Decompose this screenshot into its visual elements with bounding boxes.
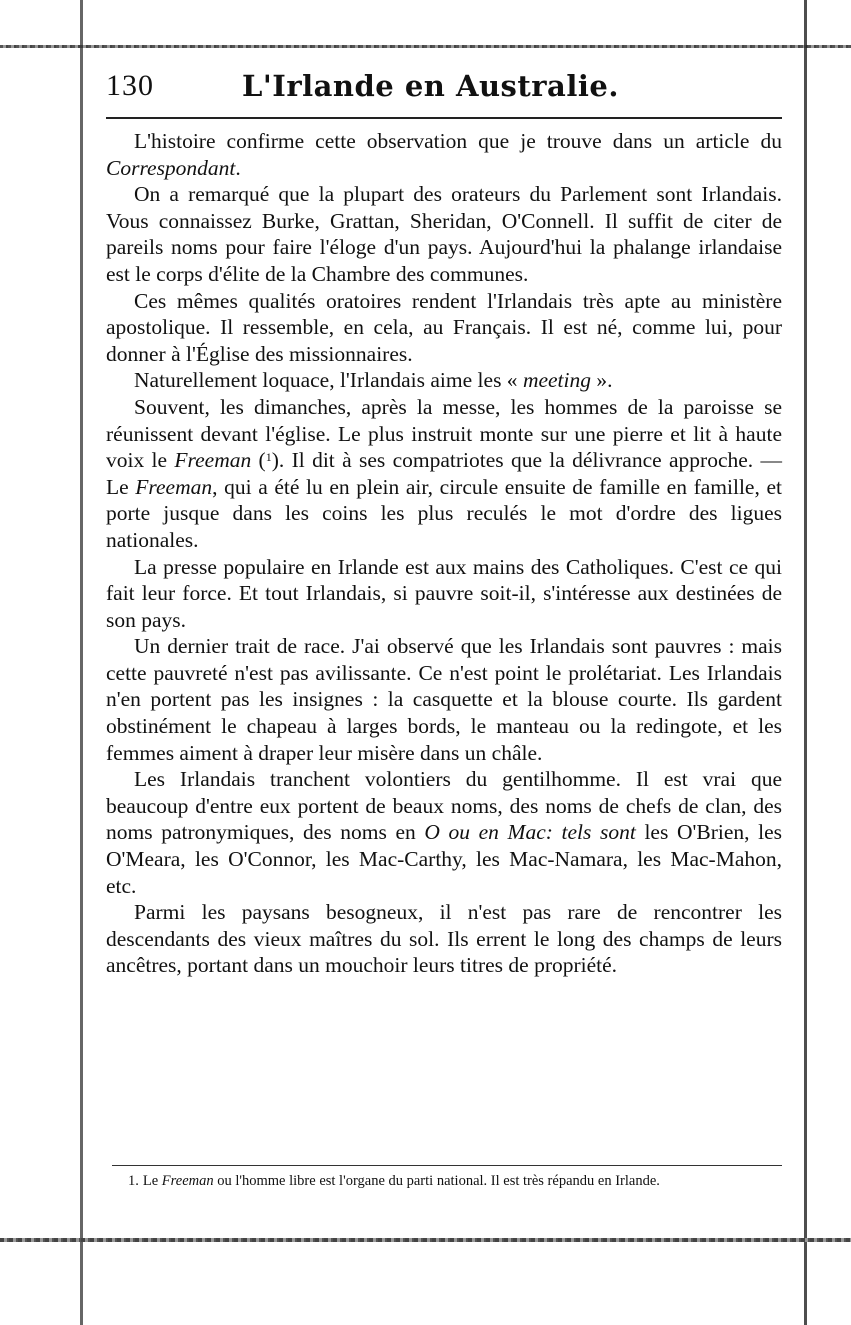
paragraph-7: Un dernier trait de race. J'ai observé que les Irlandais sont pauvres : mais cette pauvreté n'est pas avilissante. Ce n'est point le prolétariat. Les Irlandais n'en portent pas les insignes : la casquette et la blouse courte. Ils gardent obstinément le chapeau à larges bords, le manteau ou la redingote, et les femmes aiment à draper leur misère dans un châle.: [106, 634, 782, 765]
right-frame-line: [804, 0, 807, 1325]
paragraph-8-text: Les Irlandais tranchent volontiers du gentilhomme. Il est vrai que beaucoup d'entre eux portent de beaux noms, des noms de chefs de clan, des noms patronymiques, des noms en: [106, 767, 782, 845]
paragraph-9: Parmi les paysans besogneux, il n'est pas rare de rencontrer les descendants des vieux maîtres du sol. Ils errent le long des champs de leurs ancêtres, portant dans un mouchoir leurs titres de propriété.: [106, 900, 782, 978]
freeman-italic-2: Freeman: [135, 474, 213, 499]
footnote: [106, 1172, 782, 1191]
paragraph-8: [106, 766, 782, 899]
paragraph-8-end: les O'Brien, les O'Meara, les O'Connor, les Mac-Carthy, les Mac-Namara, les Mac-Mahon, etc.: [106, 820, 782, 898]
paragraph-1-text: L'histoire confirme cette observation que je trouve dans un article du: [134, 129, 782, 153]
paragraph-4: [106, 367, 782, 394]
running-title: L'Irlande en Australie.: [242, 69, 619, 103]
paragraph-1-end: .: [235, 155, 241, 180]
header-rule: [106, 117, 782, 119]
paragraph-4-end: ».: [591, 368, 613, 393]
paragraph-5-part1: Souvent, les dimanches, après la messe, les hommes de la paroisse se réunissent devant l'église. Le plus instruit monte sur une pierre et lit à haute voix le: [106, 394, 782, 473]
page-number: 130: [106, 69, 154, 102]
footnote-reference: 1: [265, 450, 272, 465]
freeman-italic-1: Freeman: [174, 448, 252, 473]
footnote-freeman-italic: Freeman: [161, 1173, 214, 1189]
paragraph-2: On a remarqué que la plupart des orateurs du Parlement sont Irlandais. Vous connaissez Burke, Grattan, Sheridan, O'Connell. Il suffit de citer de pareils noms pour faire l'éloge d'un pays. Aujourd'hui la phalange irlandaise est le corps d'élite de la Chambre des communes.: [106, 182, 782, 286]
paragraph-5-part2: . Il dit à ses compatriotes que la délivrance approche. — Le: [106, 448, 782, 499]
journal-title-italic: Correspondant: [106, 155, 236, 180]
footnote-number: 1.: [128, 1173, 139, 1189]
page-header: [106, 62, 782, 110]
footnote-text-start: Le: [142, 1173, 162, 1189]
meeting-italic: meeting: [522, 368, 591, 393]
left-frame-line: [80, 0, 83, 1325]
body-text: [106, 128, 782, 979]
paragraph-6: La presse populaire en Irlande est aux mains des Catholiques. C'est ce qui fait leur force. Et tout Irlandais, si pauvre soit-il, s'intéresse aux destinées de son pays.: [106, 554, 782, 632]
o-mac-italic: O ou en Mac: tels sont: [424, 820, 636, 845]
footnote-rule: [112, 1165, 782, 1166]
paragraph-5-part3: , qui a été lu en plein air, circule ensuite de famille en famille, et porte jusque dans les coins les plus reculés le mot d'ordre des ligues nationales.: [106, 474, 782, 552]
footnote-text-end: ou l'homme libre est l'organe du parti national. Il est très répandu en Irlande.: [213, 1173, 660, 1189]
bottom-border: [0, 1238, 851, 1242]
paragraph-4-text: Naturellement loquace, l'Irlandais aime les «: [134, 368, 523, 393]
top-border: [0, 45, 851, 48]
paragraph-1: [106, 128, 782, 181]
paragraph-3: Ces mêmes qualités oratoires rendent l'Irlandais très apte au ministère apostolique. Il ressemble, en cela, au Français. Il est né, comme lui, pour donner à l'Église des missionnaires.: [106, 288, 782, 366]
paragraph-5: Souvent, les dimanches, après la messe, les hommes de la paroisse se réunissent devant l'église. Le plus instruit monte sur une pierre et lit à haute voix le Freeman ($^1$). Il dit à ses compatriotes que la délivrance approche. — Le Freeman, qui a été lu en plein air, circule ensuite de famille en famille, et porte jusque dans les coins les plus reculés le mot d'ordre des ligues nationales.: [106, 394, 782, 552]
